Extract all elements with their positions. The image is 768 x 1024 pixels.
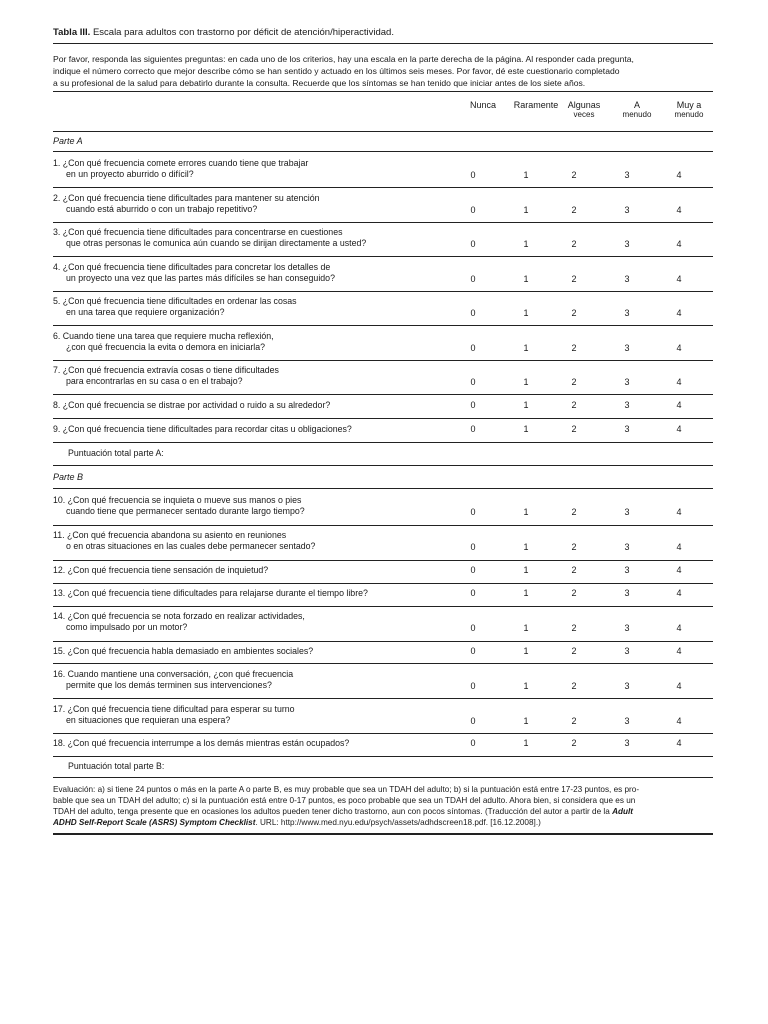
question-line: 18. ¿Con qué frecuencia interrumpe a los demás mientras están ocupados?: [53, 738, 350, 748]
score-option[interactable]: 1: [523, 377, 529, 387]
score-option[interactable]: 0: [470, 623, 476, 633]
row-divider: [53, 418, 713, 419]
score-option[interactable]: 1: [523, 308, 529, 318]
score-option[interactable]: 2: [571, 239, 577, 249]
row-divider: [53, 560, 713, 561]
score-option[interactable]: 0: [470, 239, 476, 249]
source-title: Adult: [612, 807, 633, 816]
total-score-label: Puntuación total parte B:: [68, 761, 165, 771]
score-option[interactable]: 2: [571, 507, 577, 517]
question-text: [53, 495, 305, 517]
evaluation-note: [53, 784, 713, 828]
score-option[interactable]: 0: [470, 343, 476, 353]
score-option[interactable]: 1: [523, 400, 529, 410]
score-option[interactable]: 1: [523, 507, 529, 517]
score-option[interactable]: 3: [624, 377, 630, 387]
question-text: [53, 331, 274, 353]
score-option[interactable]: 2: [571, 646, 577, 656]
question-text: [53, 400, 330, 411]
column-header-label: Muy a: [676, 100, 702, 110]
score-option[interactable]: 4: [676, 170, 682, 180]
question-text: [53, 704, 295, 726]
score-option[interactable]: 3: [624, 308, 630, 318]
score-option[interactable]: 4: [676, 716, 682, 726]
question-line: en situaciones que requieran una espera?: [66, 715, 231, 725]
row-divider: [53, 606, 713, 607]
evaluation-line: [53, 817, 713, 828]
row-divider: [53, 525, 713, 526]
score-option[interactable]: 4: [676, 424, 682, 434]
score-option[interactable]: 4: [676, 343, 682, 353]
score-option[interactable]: 2: [571, 400, 577, 410]
score-option[interactable]: 0: [470, 424, 476, 434]
source-url: . URL: http://www.med.nyu.edu/psych/assets/adhdscreen18.pdf. [16.12.2008].): [255, 818, 541, 827]
question-line: ¿con qué frecuencia la evita o demora en iniciarla?: [66, 342, 266, 352]
question-text: [53, 227, 366, 249]
question-line: un proyecto una vez que las partes más difíciles se han conseguido?: [66, 273, 335, 283]
question-text: [53, 424, 352, 435]
section-label: Parte A: [53, 136, 83, 146]
score-option[interactable]: 1: [523, 343, 529, 353]
score-option[interactable]: 4: [676, 205, 682, 215]
score-option[interactable]: 4: [676, 308, 682, 318]
question-line: 3. ¿Con qué frecuencia tiene dificultades para concentrarse en cuestiones: [53, 227, 343, 237]
question-line: 11. ¿Con qué frecuencia abandona su asiento en reuniones: [53, 530, 287, 540]
evaluation-line: bable que sea un TDAH del adulto; c) si la puntuación está entre 0-17 puntos, es poco probable que sea un TDAH del adulto. Ahora bien, si considera que es un: [53, 796, 636, 805]
score-option[interactable]: 4: [676, 738, 682, 748]
score-option[interactable]: 4: [676, 646, 682, 656]
question-line: para encontrarlas en su casa o en el trabajo?: [66, 376, 243, 386]
row-divider: [53, 756, 713, 757]
question-text: [53, 738, 349, 749]
evaluation-line: Evaluación: a) si tiene 24 puntos o más en la parte A o parte B, es muy probable que sea un TDAH del adulto; b) si la puntuación está entre 17-23 puntos, es pro-: [53, 785, 640, 794]
column-header-label: Raramente: [513, 100, 559, 110]
row-divider: [53, 583, 713, 584]
score-option[interactable]: 2: [571, 205, 577, 215]
score-option[interactable]: 4: [676, 588, 682, 598]
question-line: o en otras situaciones en las cuales debe permanecer sentado?: [66, 541, 316, 551]
score-option[interactable]: 2: [571, 738, 577, 748]
score-option[interactable]: 2: [571, 343, 577, 353]
column-header-label: Nunca: [469, 100, 496, 110]
question-text: [53, 296, 297, 318]
column-header: [609, 100, 665, 120]
score-option[interactable]: 1: [523, 588, 529, 598]
section-label: Parte B: [53, 472, 84, 482]
instruction-line: Por favor, responda las siguientes preguntas: en cada uno de los criterios, hay una escala en la parte derecha de la página. Al responder cada pregunta,: [53, 54, 634, 64]
table-caption: Escala para adultos con trastorno por déficit de atención/hiperactividad.: [92, 27, 394, 38]
score-option[interactable]: 4: [676, 274, 682, 284]
question-line: 5. ¿Con qué frecuencia tiene dificultades en ordenar las cosas: [53, 296, 297, 306]
score-option[interactable]: 1: [523, 424, 529, 434]
question-text: [53, 565, 268, 576]
question-line: permite que los demás terminen sus intervenciones?: [66, 680, 272, 690]
score-option[interactable]: 3: [624, 623, 630, 633]
row-divider: [53, 733, 713, 734]
score-option[interactable]: 3: [624, 343, 630, 353]
column-header: [556, 100, 612, 120]
score-option[interactable]: 4: [676, 507, 682, 517]
column-header-label: A: [633, 100, 640, 110]
score-option[interactable]: 0: [470, 565, 476, 575]
score-option[interactable]: 0: [470, 646, 476, 656]
score-option[interactable]: 3: [624, 507, 630, 517]
row-divider: [53, 488, 713, 489]
score-option[interactable]: 4: [676, 565, 682, 575]
score-option[interactable]: 3: [624, 681, 630, 691]
score-option[interactable]: 0: [470, 716, 476, 726]
row-divider: [53, 698, 713, 699]
question-line: 16. Cuando mantiene una conversación, ¿con qué frecuencia: [53, 669, 294, 679]
score-option[interactable]: 3: [624, 239, 630, 249]
score-option[interactable]: 0: [470, 377, 476, 387]
instruction-line: indique el número correcto que mejor describe cómo se han sentido y actuado en los últimos seis meses. Por favor, dé este cuestionario completado: [53, 66, 620, 76]
question-line: 9. ¿Con qué frecuencia tiene dificultades para recordar citas u obligaciones?: [53, 424, 352, 434]
question-line: 7. ¿Con qué frecuencia extravía cosas o tiene dificultades: [53, 365, 279, 375]
score-option[interactable]: 0: [470, 681, 476, 691]
question-line: 13. ¿Con qué frecuencia tiene dificultades para relajarse durante el tiempo libre?: [53, 588, 368, 598]
row-divider: [53, 394, 713, 395]
table-number: Tabla III.: [53, 27, 91, 38]
question-line: 15. ¿Con qué frecuencia habla demasiado en ambientes sociales?: [53, 646, 314, 656]
question-line: cuando tiene que permanecer sentado durante largo tiempo?: [66, 506, 305, 516]
question-line: en un proyecto aburrido o difícil?: [66, 169, 194, 179]
row-divider: [53, 131, 713, 132]
row-divider: [53, 465, 713, 466]
row-divider: [53, 360, 713, 361]
question-text: [53, 611, 305, 633]
row-divider: [53, 777, 713, 778]
score-option[interactable]: 2: [571, 588, 577, 598]
score-option[interactable]: 3: [624, 738, 630, 748]
score-option[interactable]: 1: [523, 170, 529, 180]
score-option[interactable]: 0: [470, 205, 476, 215]
score-option[interactable]: 2: [571, 681, 577, 691]
question-text: [53, 262, 335, 284]
question-line: como impulsado por un motor?: [66, 622, 188, 632]
score-option[interactable]: 1: [523, 738, 529, 748]
question-line: 17. ¿Con qué frecuencia tiene dificultad para esperar su turno: [53, 704, 295, 714]
column-header-sub: menudo: [674, 110, 704, 119]
score-option[interactable]: 0: [470, 542, 476, 552]
instructions: [53, 53, 713, 89]
question-line: que otras personas le comunica aún cuando se dirijan directamente a usted?: [66, 238, 367, 248]
score-option[interactable]: 4: [676, 377, 682, 387]
column-header-sub: menudo: [622, 110, 652, 119]
column-header: [661, 100, 717, 120]
score-option[interactable]: 3: [624, 716, 630, 726]
score-option[interactable]: 1: [523, 646, 529, 656]
question-line: 8. ¿Con qué frecuencia se distrae por actividad o ruido a su alrededor?: [53, 400, 331, 410]
score-option[interactable]: 2: [571, 308, 577, 318]
score-option[interactable]: 2: [571, 170, 577, 180]
score-option[interactable]: 0: [470, 400, 476, 410]
score-option[interactable]: 1: [523, 274, 529, 284]
source-title: ADHD Self-Report Scale (ASRS) Symptom Checklist: [53, 818, 256, 827]
question-line: 2. ¿Con qué frecuencia tiene dificultades para mantener su atención: [53, 193, 320, 203]
question-text: [53, 646, 313, 657]
evaluation-text: TDAH del adulto, tenga presente que en ocasiones los adultos pueden tener dicho trastorno, aun con pocos síntomas. (Traducción del autor a partir de la: [53, 807, 613, 816]
question-line: 4. ¿Con qué frecuencia tiene dificultades para concretar los detalles de: [53, 262, 331, 272]
score-option[interactable]: 0: [470, 507, 476, 517]
row-divider: [53, 151, 713, 152]
question-line: 14. ¿Con qué frecuencia se nota forzado en realizar actividades,: [53, 611, 305, 621]
question-text: [53, 588, 368, 599]
column-header-sub: veces: [573, 110, 595, 119]
score-option[interactable]: 4: [676, 239, 682, 249]
row-divider: [53, 641, 713, 642]
score-option[interactable]: 2: [571, 274, 577, 284]
score-option[interactable]: 1: [523, 542, 529, 552]
score-option[interactable]: 3: [624, 565, 630, 575]
score-option[interactable]: 3: [624, 170, 630, 180]
table-title: [53, 27, 394, 38]
score-option[interactable]: 3: [624, 542, 630, 552]
question-line: 12. ¿Con qué frecuencia tiene sensación de inquietud?: [53, 565, 269, 575]
column-header-label: Algunas: [567, 100, 601, 110]
score-option[interactable]: 1: [523, 205, 529, 215]
score-option[interactable]: 3: [624, 588, 630, 598]
score-option[interactable]: 1: [523, 239, 529, 249]
column-header: [455, 100, 511, 110]
score-option[interactable]: 2: [571, 542, 577, 552]
score-option[interactable]: 2: [571, 623, 577, 633]
score-option[interactable]: 4: [676, 681, 682, 691]
score-option[interactable]: 1: [523, 623, 529, 633]
score-option[interactable]: 3: [624, 424, 630, 434]
score-option[interactable]: 1: [523, 565, 529, 575]
row-divider: [53, 833, 713, 835]
score-option[interactable]: 4: [676, 400, 682, 410]
score-option[interactable]: 4: [676, 623, 682, 633]
question-text: [53, 530, 315, 552]
question-text: [53, 365, 279, 387]
score-option[interactable]: 1: [523, 716, 529, 726]
question-line: en una tarea que requiere organización?: [66, 307, 225, 317]
score-option[interactable]: 0: [470, 170, 476, 180]
question-text: [53, 669, 293, 691]
score-option[interactable]: 3: [624, 205, 630, 215]
question-line: cuando está aburrido o con un trabajo repetitivo?: [66, 204, 258, 214]
question-line: 6. Cuando tiene una tarea que requiere mucha reflexión,: [53, 331, 274, 341]
row-divider: [53, 325, 713, 326]
score-option[interactable]: 0: [470, 308, 476, 318]
score-option[interactable]: 1: [523, 681, 529, 691]
score-option[interactable]: 2: [571, 424, 577, 434]
score-option[interactable]: 2: [571, 716, 577, 726]
score-option[interactable]: 0: [470, 274, 476, 284]
score-option[interactable]: 3: [624, 400, 630, 410]
question-line: 10. ¿Con qué frecuencia se inquieta o mueve sus manos o pies: [53, 495, 302, 505]
score-option[interactable]: 2: [571, 377, 577, 387]
instruction-line: a su profesional de la salud para debatirlo durante la consulta. Recuerde que los síntomas se han tenido que iniciar antes de los siete años.: [53, 78, 586, 88]
row-divider: [53, 187, 713, 188]
score-option[interactable]: 4: [676, 542, 682, 552]
score-option[interactable]: 3: [624, 646, 630, 656]
question-text: [53, 193, 320, 215]
score-option[interactable]: 2: [571, 565, 577, 575]
question-line: 1. ¿Con qué frecuencia comete errores cuando tiene que trabajar: [53, 158, 309, 168]
title-rule: [53, 43, 713, 44]
question-text: [53, 158, 308, 180]
row-divider: [53, 256, 713, 257]
row-divider: [53, 442, 713, 443]
evaluation-line: [53, 806, 713, 817]
score-option[interactable]: 3: [624, 274, 630, 284]
score-option[interactable]: 0: [470, 588, 476, 598]
score-option[interactable]: 0: [470, 738, 476, 748]
total-score-label: Puntuación total parte A:: [68, 448, 164, 458]
row-divider: [53, 663, 713, 664]
instructions-rule: [53, 91, 713, 92]
row-divider: [53, 222, 713, 223]
row-divider: [53, 291, 713, 292]
